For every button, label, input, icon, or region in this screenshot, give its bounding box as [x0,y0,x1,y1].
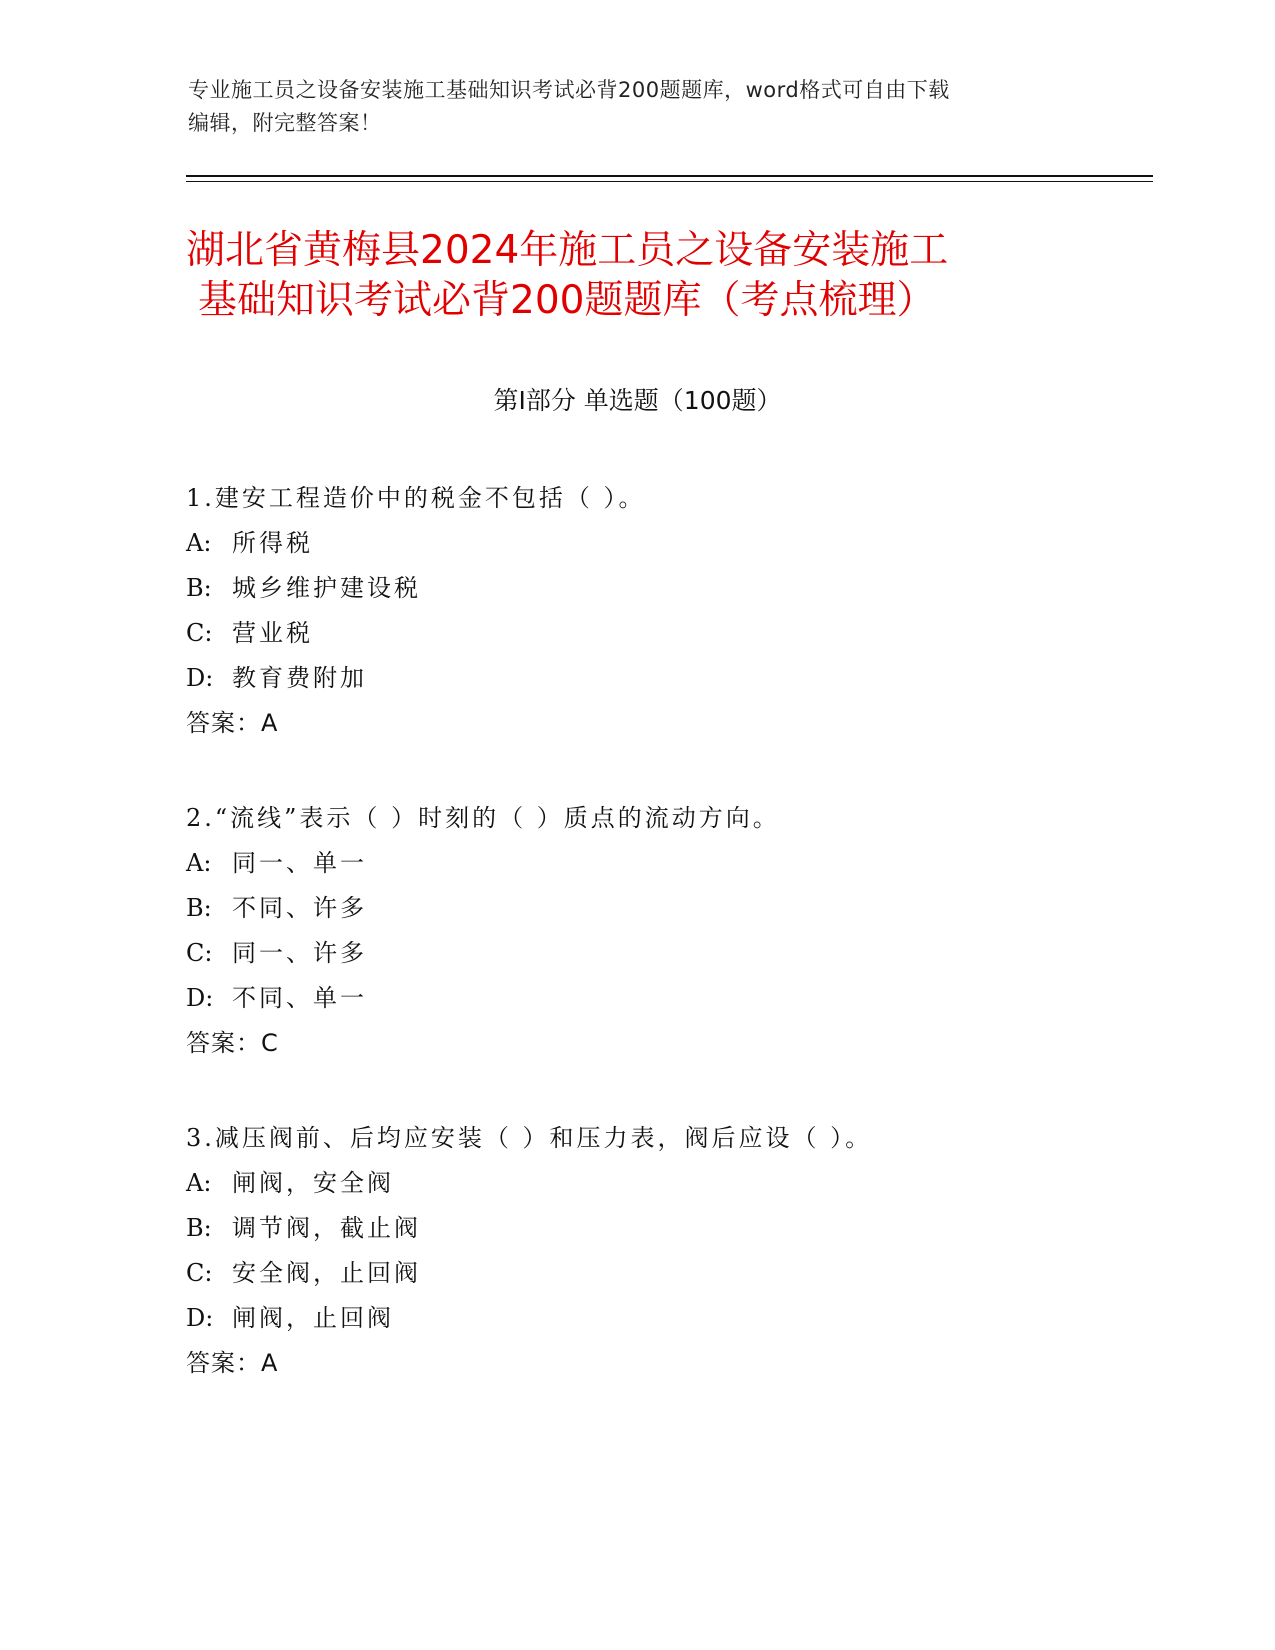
document-title-line2: 基础知识考试必背200题题库（考点梳理） [198,278,936,323]
question-stem: 3.减压阀前、后均应安装（ ）和压力表，阀后应设（ ）。 [186,1124,873,1152]
option-text: 闸阀，止回阀 [232,1304,394,1332]
option-c [186,1251,1136,1296]
option-c [186,611,1136,656]
option-text: 城乡维护建设税 [232,574,421,602]
option-key: A: [186,529,212,557]
document-title [186,226,1086,326]
option-text: 同一、单一 [232,849,367,877]
option-d [186,656,1136,701]
header-note [188,74,1088,140]
option-text: 不同、许多 [232,894,367,922]
option-a [186,1161,1136,1206]
option-c [186,931,1136,976]
option-b [186,566,1136,611]
header-note-line1: 专业施工员之设备安装施工基础知识考试必背200题题库，word格式可自由下载 [188,78,950,102]
option-text: 安全阀，止回阀 [232,1259,421,1287]
option-text: 所得税 [232,529,313,557]
option-key: B: [186,1214,212,1242]
option-d [186,976,1136,1021]
option-key: C: [186,619,213,647]
answer-line: 答案：A [186,709,279,737]
option-key: D: [186,1304,214,1332]
section-title: 第Ⅰ部分 单选题（100题） [493,386,782,415]
option-text: 不同、单一 [232,984,367,1012]
option-text: 教育费附加 [232,664,367,692]
header-note-line2: 编辑，附完整答案！ [188,111,382,135]
question-2 [186,796,1136,1066]
option-key: B: [186,894,212,922]
option-key: C: [186,939,213,967]
option-key: B: [186,574,212,602]
header-divider-thick [186,175,1153,177]
option-text: 营业税 [232,619,313,647]
header-divider-thin [186,181,1153,182]
question-list [186,476,1136,1436]
option-key: D: [186,984,214,1012]
question-stem: 2.“流线”表示（ ）时刻的（ ）质点的流动方向。 [186,804,780,832]
document-title-line1: 湖北省黄梅县2024年施工员之设备安装施工 [186,228,949,273]
option-text: 闸阀，安全阀 [232,1169,394,1197]
option-a [186,841,1136,886]
option-key: A: [186,1169,212,1197]
option-key: D: [186,664,214,692]
option-text: 调节阀，截止阀 [232,1214,421,1242]
question-3 [186,1116,1136,1386]
answer-line: 答案：A [186,1349,279,1377]
question-1 [186,476,1136,746]
option-text: 同一、许多 [232,939,367,967]
option-key: C: [186,1259,213,1287]
option-d [186,1296,1136,1341]
option-b [186,1206,1136,1251]
option-key: A: [186,849,212,877]
question-stem: 1.建安工程造价中的税金不包括（ ）。 [186,484,646,512]
answer-line: 答案：C [186,1029,279,1057]
option-b [186,886,1136,931]
option-a [186,521,1136,566]
